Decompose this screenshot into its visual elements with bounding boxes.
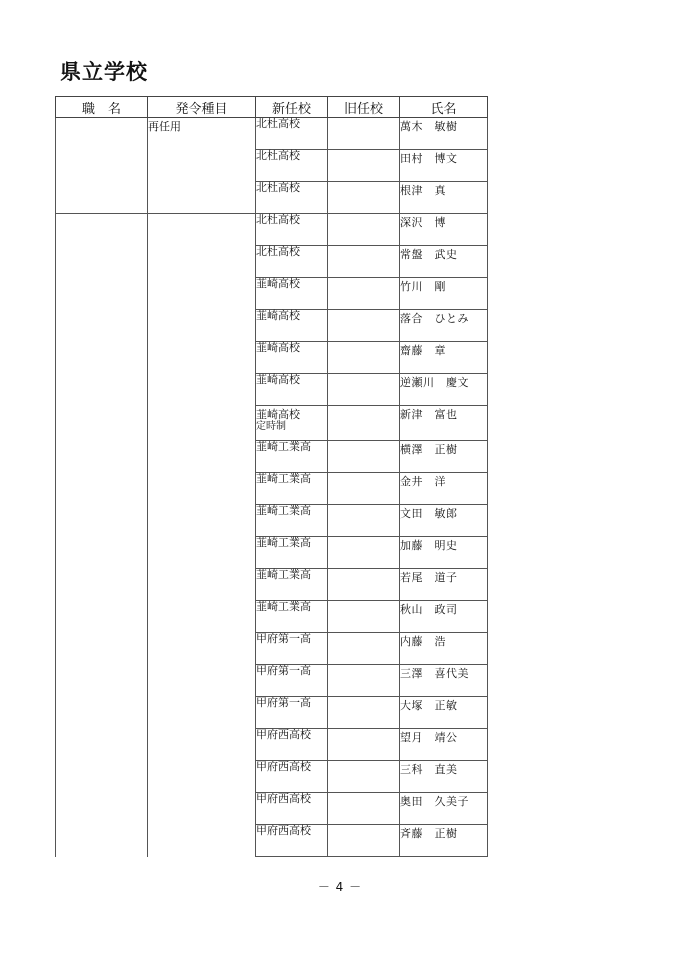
- person-name-cell: 田村 博文: [400, 150, 488, 182]
- new-school-cell: 甲府西高校: [256, 825, 328, 857]
- new-school-cell: 北杜高校: [256, 246, 328, 278]
- person-name-cell: 大塚 正敏: [400, 697, 488, 729]
- old-school-cell: [328, 406, 400, 441]
- new-school-cell: 甲府第一高: [256, 697, 328, 729]
- person-name-cell: 斉藤 正樹: [400, 825, 488, 857]
- person-name-cell: 秋山 政司: [400, 601, 488, 633]
- old-school-cell: [328, 633, 400, 665]
- old-school-cell: [328, 310, 400, 342]
- table-row: [56, 118, 488, 150]
- old-school-cell: [328, 505, 400, 537]
- appointment-type-cell: 再任用: [148, 118, 256, 214]
- person-name-cell: 横澤 正樹: [400, 441, 488, 473]
- header-appointment-type: 発令種目: [148, 97, 256, 118]
- new-school-cell: 甲府第一高: [256, 665, 328, 697]
- position-cell: [56, 214, 148, 857]
- new-school-cell: 韮崎高校: [256, 278, 328, 310]
- old-school-cell: [328, 793, 400, 825]
- old-school-cell: [328, 441, 400, 473]
- person-name-cell: 若尾 道子: [400, 569, 488, 601]
- new-school-cell: 北杜高校: [256, 150, 328, 182]
- old-school-cell: [328, 182, 400, 214]
- new-school-cell: 韮崎高校: [256, 374, 328, 406]
- person-name-cell: 新津 富也: [400, 406, 488, 441]
- new-school-cell: 甲府西高校: [256, 729, 328, 761]
- header-new-school: 新任校: [256, 97, 328, 118]
- page-number: － 4 －: [317, 880, 363, 894]
- old-school-cell: [328, 825, 400, 857]
- person-name-cell: 竹川 剛: [400, 278, 488, 310]
- new-school-cell: 韮崎工業高: [256, 505, 328, 537]
- old-school-cell: [328, 278, 400, 310]
- position-cell: [56, 118, 148, 214]
- old-school-cell: [328, 569, 400, 601]
- person-name-cell: 金井 洋: [400, 473, 488, 505]
- old-school-cell: [328, 214, 400, 246]
- new-school-cell: 韮崎高校: [256, 342, 328, 374]
- person-name-cell: 齋藤 章: [400, 342, 488, 374]
- new-school-cell: 韮崎工業高: [256, 601, 328, 633]
- new-school-cell: 韮崎工業高: [256, 537, 328, 569]
- old-school-cell: [328, 342, 400, 374]
- new-school-cell: 韮崎工業高: [256, 473, 328, 505]
- new-school-cell: 北杜高校: [256, 118, 328, 150]
- header-old-school: 旧任校: [328, 97, 400, 118]
- old-school-cell: [328, 473, 400, 505]
- person-name-cell: 加藤 明史: [400, 537, 488, 569]
- header-position: 職 名: [56, 97, 148, 118]
- new-school-cell: 韮崎工業高: [256, 441, 328, 473]
- person-name-cell: 文田 敏郎: [400, 505, 488, 537]
- old-school-cell: [328, 537, 400, 569]
- person-name-cell: 深沢 博: [400, 214, 488, 246]
- header-name: 氏名: [400, 97, 488, 118]
- person-name-cell: 逆瀬川 慶文: [400, 374, 488, 406]
- old-school-cell: [328, 601, 400, 633]
- appointment-type-cell: [148, 214, 256, 857]
- new-school-cell: 甲府第一高: [256, 633, 328, 665]
- person-name-cell: 三科 直美: [400, 761, 488, 793]
- new-school-cell: 韮崎工業高: [256, 569, 328, 601]
- personnel-table: [55, 96, 488, 857]
- old-school-cell: [328, 118, 400, 150]
- old-school-cell: [328, 246, 400, 278]
- person-name-cell: 萬木 敏樹: [400, 118, 488, 150]
- person-name-cell: 落合 ひとみ: [400, 310, 488, 342]
- new-school-label: 韮崎高校: [256, 408, 300, 421]
- new-school-cell: [256, 406, 328, 441]
- person-name-cell: 内藤 浩: [400, 633, 488, 665]
- old-school-cell: [328, 697, 400, 729]
- old-school-cell: [328, 374, 400, 406]
- person-name-cell: 常盤 武史: [400, 246, 488, 278]
- person-name-cell: 望月 靖公: [400, 729, 488, 761]
- new-school-cell: 甲府西高校: [256, 761, 328, 793]
- old-school-cell: [328, 761, 400, 793]
- new-school-cell: 甲府西高校: [256, 793, 328, 825]
- new-school-cell: 北杜高校: [256, 182, 328, 214]
- old-school-cell: [328, 665, 400, 697]
- new-school-cell: 韮崎高校: [256, 310, 328, 342]
- new-school-cell: 北杜高校: [256, 214, 328, 246]
- person-name-cell: 奥田 久美子: [400, 793, 488, 825]
- person-name-cell: 三澤 喜代美: [400, 665, 488, 697]
- person-name-cell: 根津 真: [400, 182, 488, 214]
- table-header-row: [56, 97, 488, 118]
- old-school-cell: [328, 729, 400, 761]
- new-school-note: 定時制: [256, 421, 286, 432]
- page-title: 県立学校: [60, 60, 148, 84]
- old-school-cell: [328, 150, 400, 182]
- table-row: [56, 214, 488, 246]
